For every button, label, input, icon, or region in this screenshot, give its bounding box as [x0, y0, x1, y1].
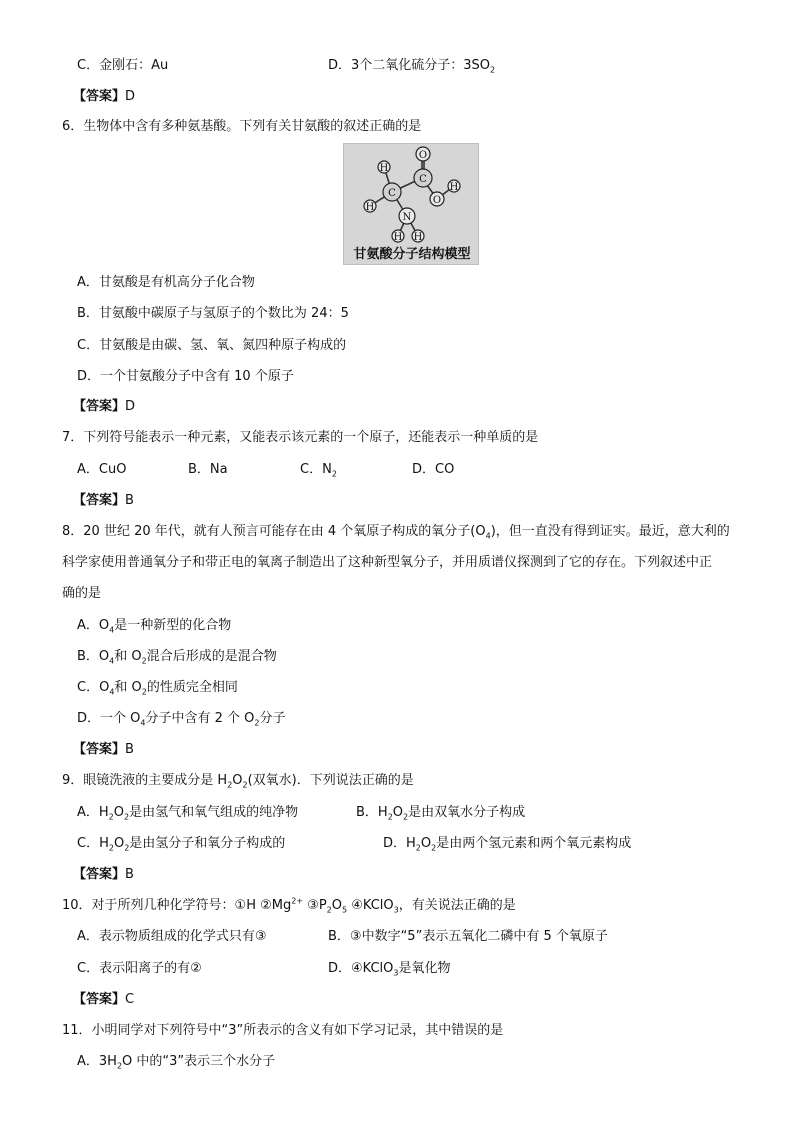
atom-h-4: H — [393, 232, 403, 243]
q9-option-a: A．$H_2O_2$是由氢气和氧气组成的纯净物 — [77, 805, 299, 822]
atom-c-1: C — [388, 188, 396, 199]
q8-option-c: C．$O_4$和 $O_2$的性质完全相同 — [77, 680, 238, 697]
q7-stem: 7．下列符号能表示一种元素，又能表示该元素的一个原子，还能表示一种单质的是 — [62, 430, 539, 445]
q7-answer: 【答案】B — [73, 493, 134, 508]
q9-option-d: D．$H_2O_2$是由两个氢元素和两个氧元素构成 — [383, 836, 632, 853]
q10-stem: 10．对于所列几种化学符号：①H $②Mg^{2+}$ $③P_2O_5$ ④KClO$_3$，有关说法正确的是 — [62, 896, 516, 915]
q8-stem-line1: 8．20 世纪 20 年代，就有人预言可能存在由 4 个氧原子构成的氧分子$(O_4)$，但一直没有得到证实。最近，意大利的 — [62, 524, 730, 541]
q11-stem: 11．小明同学对下列符号中“3”所表示的含义有如下学习记录，其中错误的是 — [62, 1023, 504, 1038]
atom-n: N — [402, 212, 412, 223]
q5-option-d: D．3个二氧化硫分子：$3SO_2$ — [328, 58, 496, 75]
atom-c-2: C — [419, 174, 427, 185]
q10-answer: 【答案】C — [73, 992, 135, 1007]
q10-option-a: A．表示物质组成的化学式只有③ — [77, 929, 267, 944]
q7-option-d: D．CO — [412, 462, 455, 477]
q6-option-c: C．甘氨酸是由碳、氢、氧、氮四种原子构成的 — [77, 338, 347, 353]
q10-option-d: D．④KClO$_3$是氧化物 — [328, 961, 451, 978]
q8-stem-line2: 科学家使用普通氧分子和带正电的氧离子制造出了这种新型氧分子，并用质谱仪探测到了它的存在。下列叙述中正 — [62, 555, 713, 570]
q8-option-d: D．一个 $O_4$分子中含有 2 个 $O_2$分子 — [77, 711, 286, 728]
q9-option-b: B．$H_2O_2$是由双氧水分子构成 — [356, 805, 526, 822]
figure-caption: 甘氨酸分子结构模型 — [353, 247, 471, 262]
atom-h-3: H — [365, 202, 375, 213]
q6-option-b: B．甘氨酸中碳原子与氢原子的个数比为 24：5 — [77, 306, 349, 321]
atom-h-5: H — [413, 232, 423, 243]
q8-stem-line3: 确的是 — [62, 586, 102, 601]
q8-option-a: A．$O_4$是一种新型的化合物 — [77, 618, 232, 635]
q9-option-c: C．$H_2O_2$是由氢分子和氧分子构成的 — [77, 836, 286, 853]
q11-option-a: A．$3H_2O$ 中的“3”表示三个水分子 — [77, 1054, 276, 1071]
atom-h-2: H — [449, 182, 459, 193]
q9-stem: 9．眼镜洗液的主要成分是 $H_2O_2$(双氧水)．下列说法正确的是 — [62, 773, 414, 790]
atom-h-1: H — [379, 163, 389, 174]
q6-option-a: A．甘氨酸是有机高分子化合物 — [77, 275, 255, 290]
glycine-model-figure — [343, 143, 479, 265]
q6-option-d: D．一个甘氨酸分子中含有 10 个原子 — [77, 369, 294, 384]
q10-option-c: C．表示阳离子的有② — [77, 961, 202, 976]
atom-o-top: O — [418, 150, 428, 161]
q8-option-b: B．$O_4$和 $O_2$混合后形成的是混合物 — [77, 649, 277, 666]
q8-answer: 【答案】B — [73, 742, 134, 757]
q6-answer: 【答案】D — [73, 399, 136, 414]
q5-option-c: C．金刚石：Au — [77, 58, 169, 73]
q7-option-b: B．Na — [188, 462, 228, 477]
q10-option-b: B．③中数字“5”表示五氧化二磷中有 5 个氧原子 — [328, 929, 608, 944]
q5-answer: 【答案】D — [73, 89, 136, 104]
q7-option-c: C．$N_2$ — [300, 462, 337, 479]
q9-answer: 【答案】B — [73, 867, 134, 882]
q7-option-a: A．CuO — [77, 462, 127, 477]
atom-o-2: O — [432, 195, 442, 206]
q6-stem: 6．生物体中含有多种氨基酸。下列有关甘氨酸的叙述正确的是 — [62, 119, 422, 134]
